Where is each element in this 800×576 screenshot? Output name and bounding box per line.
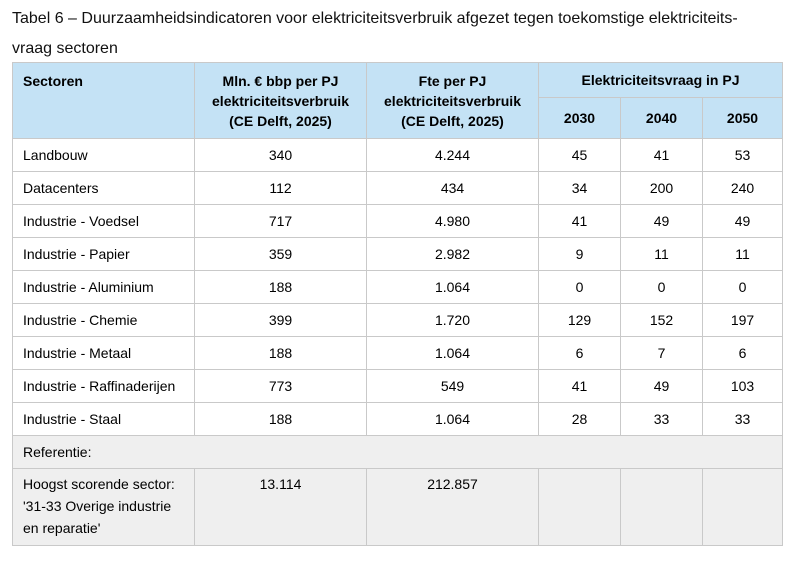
table-row xyxy=(13,271,783,304)
cell-2040: 0 xyxy=(621,271,703,304)
reference-label: Referentie: xyxy=(13,436,783,469)
reference-bbp: 13.114 xyxy=(195,469,367,546)
table-row xyxy=(13,238,783,271)
cell-2050: 33 xyxy=(703,403,783,436)
cell-bbp: 399 xyxy=(195,304,367,337)
cell-2030: 0 xyxy=(539,271,621,304)
sustainability-indicators-table xyxy=(12,62,783,546)
cell-2040: 41 xyxy=(621,139,703,172)
table-row xyxy=(13,403,783,436)
reference-sector xyxy=(13,469,195,546)
cell-sector: Industrie - Papier xyxy=(13,238,195,271)
cell-bbp: 188 xyxy=(195,271,367,304)
header-sectoren: Sectoren xyxy=(13,63,195,139)
header-fte-line-1: Fte per PJ xyxy=(418,73,487,89)
header-fte-line-3: (CE Delft, 2025) xyxy=(401,113,504,129)
cell-2050: 0 xyxy=(703,271,783,304)
header-year-2040: 2040 xyxy=(621,98,703,139)
header-bbp-line-3: (CE Delft, 2025) xyxy=(229,113,332,129)
cell-sector: Industrie - Metaal xyxy=(13,337,195,370)
cell-bbp: 112 xyxy=(195,172,367,205)
cell-2030: 6 xyxy=(539,337,621,370)
cell-2030: 34 xyxy=(539,172,621,205)
cell-2040: 11 xyxy=(621,238,703,271)
table-row xyxy=(13,337,783,370)
cell-2030: 41 xyxy=(539,205,621,238)
reference-sector-line-1: Hoogst scorende sector: xyxy=(23,476,175,492)
cell-bbp: 340 xyxy=(195,139,367,172)
reference-2050 xyxy=(703,469,783,546)
cell-2040: 152 xyxy=(621,304,703,337)
cell-sector: Industrie - Raffinaderijen xyxy=(13,370,195,403)
cell-2040: 49 xyxy=(621,205,703,238)
cell-fte: 1.064 xyxy=(367,337,539,370)
caption-line-2: vraag sectoren xyxy=(12,40,118,57)
cell-2050: 240 xyxy=(703,172,783,205)
reference-label-row xyxy=(13,436,783,469)
caption-line-1: Tabel 6 – Duurzaamheidsindicatoren voor elektriciteitsverbruik afgezet tegen toekomstige elektriciteits- xyxy=(12,10,738,27)
cell-bbp: 717 xyxy=(195,205,367,238)
cell-2030: 129 xyxy=(539,304,621,337)
cell-2030: 41 xyxy=(539,370,621,403)
cell-2040: 33 xyxy=(621,403,703,436)
cell-fte: 4.980 xyxy=(367,205,539,238)
table-row xyxy=(13,205,783,238)
cell-2040: 7 xyxy=(621,337,703,370)
cell-2050: 103 xyxy=(703,370,783,403)
reference-2040 xyxy=(621,469,703,546)
header-bbp-per-pj xyxy=(195,63,367,139)
header-fte-per-pj xyxy=(367,63,539,139)
table-row xyxy=(13,304,783,337)
cell-bbp: 188 xyxy=(195,403,367,436)
cell-2030: 45 xyxy=(539,139,621,172)
reference-2030 xyxy=(539,469,621,546)
cell-sector: Industrie - Staal xyxy=(13,403,195,436)
reference-fte: 212.857 xyxy=(367,469,539,546)
reference-sector-line-2: '31-33 Overige industrie xyxy=(23,498,172,514)
reference-sector-line-3: en reparatie' xyxy=(23,520,101,536)
header-bbp-line-2: elektriciteitsverbruik xyxy=(212,93,349,109)
cell-fte: 2.982 xyxy=(367,238,539,271)
reference-row xyxy=(13,469,783,546)
table-row xyxy=(13,172,783,205)
cell-bbp: 773 xyxy=(195,370,367,403)
cell-2050: 6 xyxy=(703,337,783,370)
cell-2050: 197 xyxy=(703,304,783,337)
cell-fte: 1.720 xyxy=(367,304,539,337)
header-electricity-demand: Elektriciteitsvraag in PJ xyxy=(539,63,783,98)
cell-fte: 1.064 xyxy=(367,403,539,436)
cell-fte: 1.064 xyxy=(367,271,539,304)
header-year-2050: 2050 xyxy=(703,98,783,139)
table-caption xyxy=(12,4,782,64)
cell-2030: 9 xyxy=(539,238,621,271)
table-row xyxy=(13,370,783,403)
cell-sector: Industrie - Voedsel xyxy=(13,205,195,238)
cell-bbp: 359 xyxy=(195,238,367,271)
cell-2050: 49 xyxy=(703,205,783,238)
cell-2050: 11 xyxy=(703,238,783,271)
cell-fte: 4.244 xyxy=(367,139,539,172)
table-row xyxy=(13,139,783,172)
cell-2040: 49 xyxy=(621,370,703,403)
header-year-2030: 2030 xyxy=(539,98,621,139)
cell-sector: Datacenters xyxy=(13,172,195,205)
cell-fte: 549 xyxy=(367,370,539,403)
cell-sector: Landbouw xyxy=(13,139,195,172)
cell-2030: 28 xyxy=(539,403,621,436)
cell-sector: Industrie - Chemie xyxy=(13,304,195,337)
cell-bbp: 188 xyxy=(195,337,367,370)
cell-sector: Industrie - Aluminium xyxy=(13,271,195,304)
cell-fte: 434 xyxy=(367,172,539,205)
header-fte-line-2: elektriciteitsverbruik xyxy=(384,93,521,109)
cell-2050: 53 xyxy=(703,139,783,172)
header-bbp-line-1: Mln. € bbp per PJ xyxy=(222,73,339,89)
cell-2040: 200 xyxy=(621,172,703,205)
